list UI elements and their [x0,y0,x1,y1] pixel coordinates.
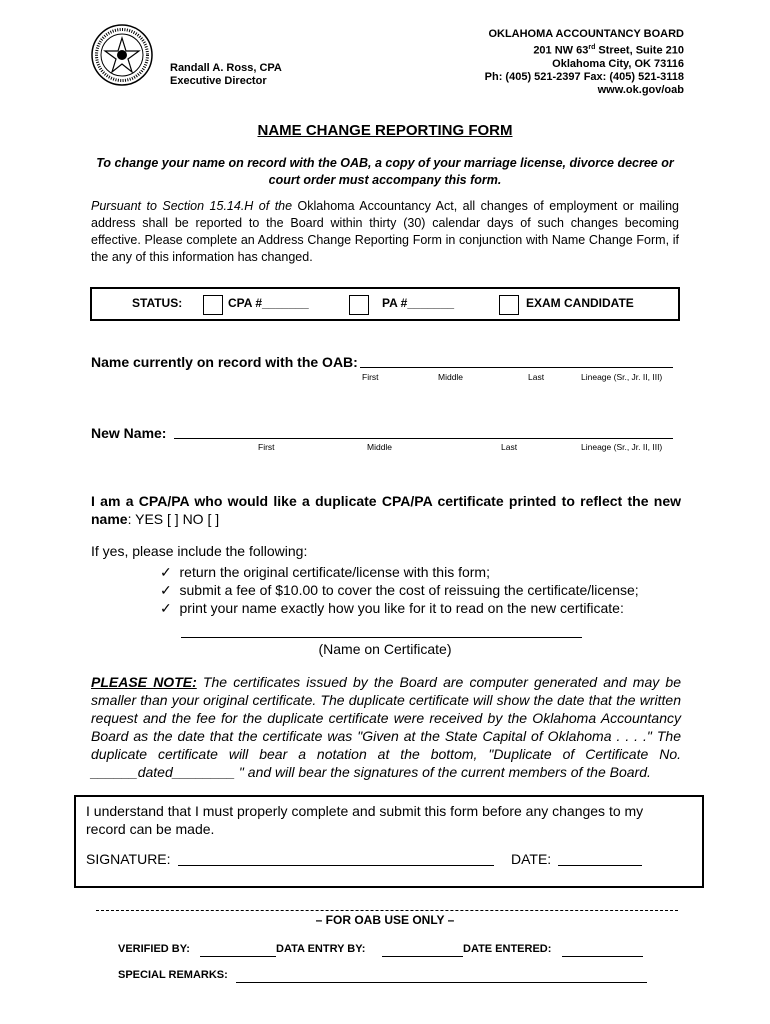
signature-section [74,795,704,888]
intro-paragraph: Pursuant to Section 15.14.H of the Oklahoma Accountancy Act, all changes of employment or mailing address shall be reported to the Board within thirty (30) calendar days of such changes becoming effective. Please complete an Address Change Reporting Form in conjunction with Name Change Form, if the any of this information has changed. [91,199,679,264]
certificate-name-field[interactable] [181,637,582,638]
new-name-lineage-caption: Lineage (Sr., Jr. II, III) [581,442,663,452]
director-title: Executive Director [170,75,267,87]
checkmark-icon: ✓ [160,600,172,616]
director-name: Randall A. Ross, CPA [170,62,282,74]
current-name-last-caption: Last [528,372,545,382]
list-item: ✓ return the original certificate/license with this form; [160,564,490,580]
date-label: DATE: [511,851,552,867]
duplicate-question: I am a CPA/PA who would like a duplicate CPA/PA certificate printed to reflect the new name: YES [ ] NO [ ] [91,493,681,527]
org-address-block [485,28,684,97]
name-word: name [91,511,128,527]
org-address: 201 NW 63rd Street, Suite 210 [533,44,684,57]
current-name-field[interactable] [360,367,673,368]
new-name-middle-caption: Middle [367,442,393,452]
new-name-first-caption: First [258,442,275,452]
duplicate-requirements-list [160,563,639,617]
date-field[interactable] [558,865,642,866]
state-seal-icon [91,24,153,86]
current-name-lineage-caption: Lineage (Sr., Jr. II, III) [581,372,663,382]
cpa-option-label: CPA #_______ [228,296,309,310]
exam-candidate-checkbox[interactable] [499,295,519,315]
list-item: ✓ submit a fee of $10.00 to cover the cost of reissuing the certificate/license; [160,582,639,598]
special-remarks-field[interactable] [236,982,647,983]
data-entry-by-field[interactable] [382,956,463,957]
please-note-paragraph: PLEASE NOTE: The certificates issued by the Board are computer generated and may be smaller than your original certificate. The duplicate certificate will show the date that the written request and the fee for the duplicate certificate were received by the Oklahoma Accountancy Board as the date that the certificate was "Given at the State Capital of Oklahoma . . . ." The duplicate certificate will bear a notation at the bottom, "Duplicate of Certificate No. ______dated________ " and will bear the signatures of the current members of the Board. [91,674,681,780]
current-name-label: Name currently on record with the OAB: [91,354,358,370]
list-item: ✓ print your name exactly how you like for it to read on the new certificate: [160,600,624,616]
director-block [170,62,282,88]
data-entry-by-label: DATA ENTRY BY: [276,943,366,955]
oab-use-title: – FOR OAB USE ONLY – [315,913,455,927]
cpa-checkbox[interactable] [203,295,223,315]
org-name: OKLAHOMA ACCOUNTANCY BOARD [488,28,684,40]
please-note-label: PLEASE NOTE: [91,674,197,690]
status-section [90,287,680,321]
current-name-middle-caption: Middle [438,372,464,382]
pa-checkbox[interactable] [349,295,369,315]
pa-option-label: PA #_______ [382,296,455,310]
checkmark-icon: ✓ [160,582,172,598]
current-name-first-caption: First [362,372,379,382]
certificate-name-caption: (Name on Certificate) [318,641,452,657]
signature-statement: I understand that I must properly complete and submit this form before any changes to my record can be made. [86,803,644,837]
signature-field[interactable] [178,865,494,866]
org-phone: Ph: (405) 521-2397 Fax: (405) 521-3118 [484,70,684,83]
new-name-field[interactable] [174,438,673,439]
org-website: www.ok.gov/oab [597,83,684,96]
separator-line [96,910,678,911]
verified-by-label: VERIFIED BY: [118,943,190,955]
yes-no-options[interactable]: : YES [ ] NO [ ] [127,511,220,527]
duplicate-intro: If yes, please include the following: [91,543,308,559]
exam-candidate-label: EXAM CANDIDATE [526,296,634,310]
org-city: Oklahoma City, OK 73116 [552,57,684,70]
verified-by-field[interactable] [200,956,276,957]
checkmark-icon: ✓ [160,564,172,580]
special-remarks-label: SPECIAL REMARKS: [118,969,228,981]
date-entered-label: DATE ENTERED: [463,943,552,955]
form-subtitle: To change your name on record with the OAB, a copy of your marriage license, divorce decree or court order must accompany this form. [96,156,674,187]
form-title: NAME CHANGE REPORTING FORM [257,122,513,139]
new-name-label: New Name: [91,425,167,441]
new-name-last-caption: Last [501,442,518,452]
status-label: STATUS: [132,296,183,310]
date-entered-field[interactable] [562,956,643,957]
signature-label: SIGNATURE: [86,851,171,867]
